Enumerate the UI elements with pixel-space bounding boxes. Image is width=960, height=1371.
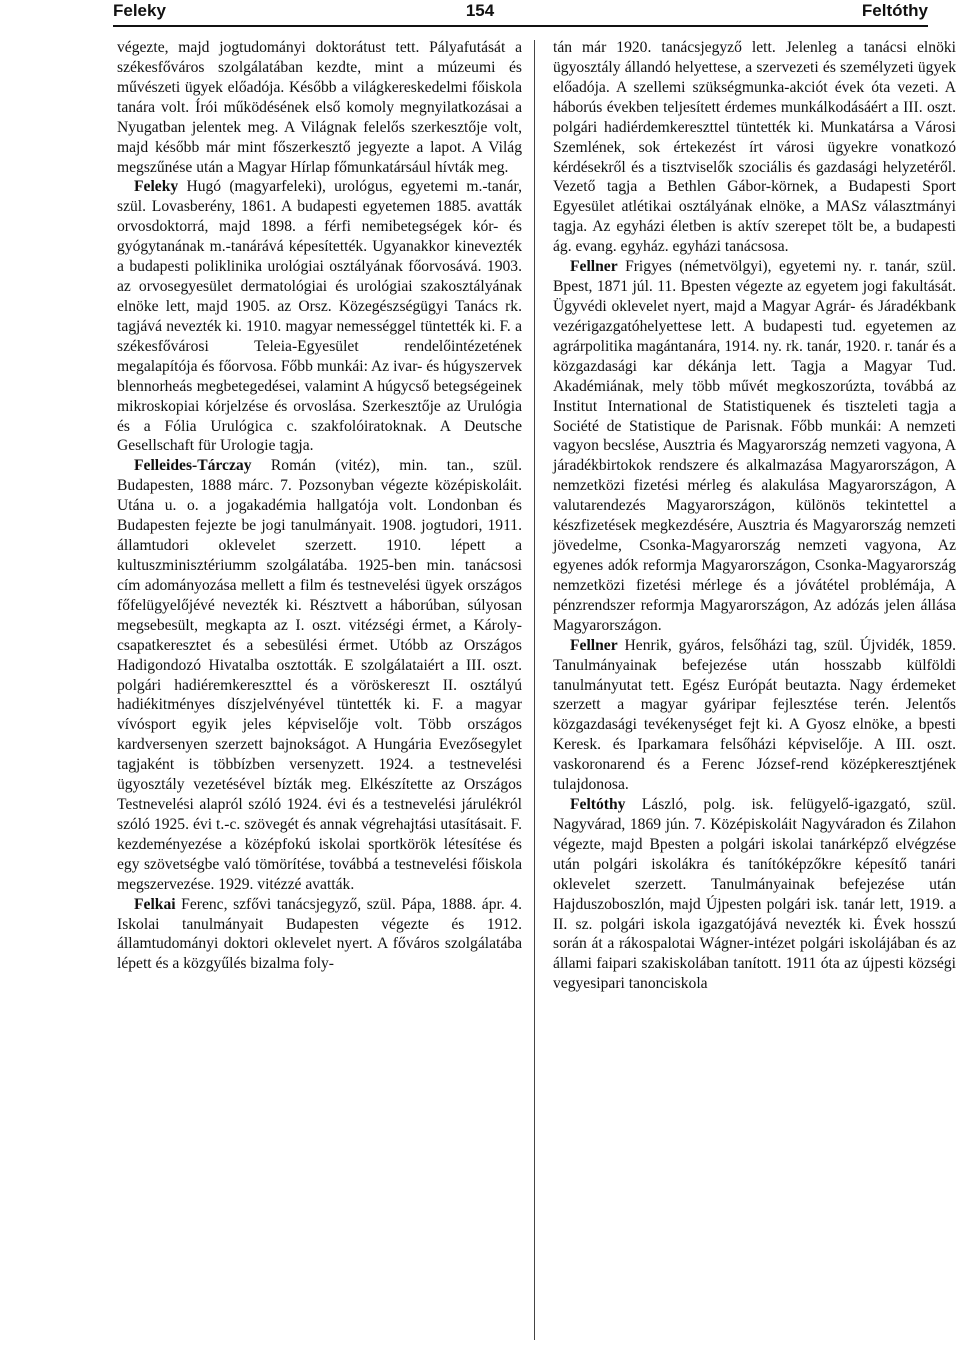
entry-text: Hugó (magyarfeleki), urológus, egyetemi m.-tanár, szül. Lovasberény, 1861. A budapesti egyetemen 1885. avatták orvosdoktorrá, majd 1898. a férfi nemibetegségek kór- és gyógytanának m.-tanárává képesítették. Ugyanakkor kinevezték a budapesti poliklinika urológiai osztályának főorvosává. 1903. az orvosegyesület dermatológiai és urológiai szakosztályának elnöke lett, majd 1905. az Orsz. Közegészségügyi Tanács rk. tagjává nevezték ki. 1910. magyar nemességgel tüntették ki. F. a székesfővárosi Teleia-Egyesület rendelőintézetének megalapítója és főorvosa. Főbb munkái: Az ivar- és húgyszervek blennorheás megbetegedései, valamint A húgycső betegségeinek mikroskopiai kórjelzése és orvoslása. Szerkesztője az Urulógia és a Fólia Urulógica c. szakfolóiratoknak. A Deutsche Gesellschaft für Urologie tagja. (117, 178, 522, 455)
left-column (117, 38, 522, 974)
entry-headword: Feltóthy (570, 796, 626, 814)
column-divider (534, 40, 535, 1340)
entry-continuation (553, 38, 956, 257)
entry-feltothy (553, 795, 956, 994)
entry-headword: Felkai (134, 895, 176, 913)
entry-text: tán már 1920. tanácsjegyző lett. Jelenleg a tanácsi elnöki ügyosztály állandó helyettese, a szervezeti és személyzeti ügyek előadója. A szellemi szükségmunka-akciót évek óta vezeti. A háborús években teljesített érdemes munkálkodásáért a III. oszt. polgári hadiérdemkereszttel tüntették ki. Munkatársa a Városi Szemlének, sok értekezést írt városi ügyekre vonatkozó kérdésekről és a tisztviselők szociális és gazdasági helyzetéről. Vezető tagja a Bethlen Gábor-körnek, a Budapesti Sport Egyesület atlétikai osztályának elnöke, a MASz választmányi tagja. Az egyházi életben is aktív szerepet tölt be, a budapesti ág. evang. egyház. egyházi tanácsosa. (553, 39, 956, 256)
entry-feleky (117, 177, 522, 456)
entry-felkai (117, 895, 522, 975)
entry-fellner-frigyes (553, 257, 956, 636)
entry-headword: Fellner (570, 636, 618, 654)
entry-continuation (117, 38, 522, 177)
right-column (553, 38, 956, 994)
entry-text: Frigyes (németvölgyi), egyetemi ny. r. tanár, szül. Bpest, 1871 júl. 11. Bpesten végezte az egyetem jogi fakultását. Ügyvédi oklevelet nyert, majd a Magyar Agrár- és Járadékbank vezérigazgatóhelyettese lett. A budapesti tud. egyetemen az agrárpolitika magántanára, 1914. ny. rk. tanár, 1920. r. tanár és a közgazdasági kar dékánja lett. Tagja a Magyar Tud. Akadémiának, mely több művét megkoszorúzta, továbbá az Institut International de Statistiquenek és tiszteleti tagja a Société de Statistique de Parisnak. Főbb munkái: A nemzeti vagyon becslése, Ausztria és Magyarország nemzeti vagyona, A járadékbirtokok rendszere és alkalmazása Magyarországon, A nemzetközi fizetési mérleg és alakulása Magyarországon, A valutarendezés Magyarországon, különös tekintettel a készfizetések megkezdésére, Ausztria és Magyarország nemzeti jövedelme, Csonka-Magyarország nemzeti vagyona, Az egyenes adók reformja Magyarországon, Csonka-Magyarország nemzetközi fizetési mérlege és a jóvátétel problémája, A pénzrendszer reformja Magyarországon, Az adózás jelen állása Magyarországon. (553, 258, 956, 634)
entry-fellner-henrik (553, 636, 956, 795)
entry-text: végezte, majd jogtudományi doktorátust tett. Pályafutását a székesfőváros szolgálatában kezdte, mint a múzeumi és művészeti ügyek előadója. Később a világkereskedelmi főiskola tanára volt. Írói működésének első komoly megnyilatkozásai a Nyugatban jelentek meg. A Világnak felelős szerkesztője volt, majd később már mint főszerkesztő jegyezte a lapot. A Világ megszűnése után a Magyar Hírlap főmunkatársául hívták meg. (117, 39, 522, 176)
page-number: 154 (465, 1, 495, 20)
running-head-left: Feleky (113, 1, 166, 20)
entry-headword: Felleides-Tárczay (134, 457, 252, 475)
entry-text: László, polg. isk. felügyelő-igazgató, szül. Nagyvárad, 1869 jún. 7. Középiskoláit Nagyváradon és Zilahon végezte, majd Bpesten a polgári iskolai tanárképző elvégzése után polgári iskolákra és tanítóképzőkre képesítő tanári oklevelet szerzett. Tanulmányainak befejezése után Hajduszoboszlón, majd Újpesten polgári isk. tanár lett, 1919. a II. sz. polgári iskola igazgatójává nevezték ki. Évek hosszú során át a rákospalotai Wágner-intézet polgári iskolájában és az állami faipari szakiskolában tanított. 1911 óta az újpesti községi vegyesipari tanonciskola (553, 796, 956, 993)
running-head-right: Feltóthy (861, 1, 928, 20)
entry-headword: Feleky (134, 178, 179, 196)
entry-text: Ferenc, szfővi tanácsjegyző, szül. Pápa, 1888. ápr. 4. Iskolai tanulmányait Budapesten végezte és 1912. államtudományi doktori oklevelet nyert. A főváros szolgálatába lépett és a közgyűlés bizalma foly- (117, 895, 522, 973)
entry-headword: Fellner (570, 258, 618, 276)
header-rule (113, 25, 928, 27)
entry-text: Henrik, gyáros, felsőházi tag, szül. Újvidék, 1859. Tanulmányainak befejezése után hosszabb külföldi tanulmányutat tett. Egész Európát beutazta. Nagy érdemeket szerzett a magyar gyáripar fejlesztése terén. Jelentős közgazdasági tevékenységet fejt ki. A Gyosz elnöke, a bpesti Keresk. és Iparkamara felsőházi képviselője. A III. oszt. vaskoronarend és a Ferenc József-rend középkeresztjének tulajdonosa. (553, 636, 956, 794)
page-header (0, 0, 960, 26)
entry-felleides-tarczay (117, 456, 522, 894)
entry-text: Román (vitéz), min. tan., szül. Budapesten, 1888 márc. 7. Pozsonyban végezte középiskoláit. Utána u. o. a jogakadémia hallgatója volt. Londonban és Budapesten fejezte be jogi tanulmányait. 1908. jogtudori, 1911. államtudori oklevelet szerzett. 1910. lépett a kultuszminisztériumm szolgálatába. 1925-ben min. tanácsosi cím adományozása mellett a film és testnevelési ügyek országos főfelügyelőjévé nevezték ki. Résztvett a háborúban, súlyosan megsebesült, megkapta az I. oszt. vitézségi érmet, a Károly-csapatkeresztet és a sebesülési érmet. Utóbb az Országos Hadigondozó Hivatalba osztották. E szolgálataiért a III. oszt. polgári hadiéremkereszttel és a vöröskereszt II. osztályú hadiékitményes díszjelvényével tüntették ki. F. a magyar vívósport egyik jeles képviselője volt. Több országos kardversenyen szerzett bajnokságot. A Hungária Evezősegylet tagjaként is többízben versenyzett. 1924. a testnevelési ügyosztály vezetésével bízták meg. Elkészítette az Országos Testnevelési alapról szóló 1924. évi és a testnevelési járulékról szóló 1925. évi t.-c. szövegét és annak végrehajtási utasításait. F. kezdeményezése a középfokú iskolai sportkörök létesítése és egy szövetségbe való tömörítése, továbbá a testnevelési főiskola megszervezése. 1929. vitézzé avatták. (117, 457, 522, 893)
